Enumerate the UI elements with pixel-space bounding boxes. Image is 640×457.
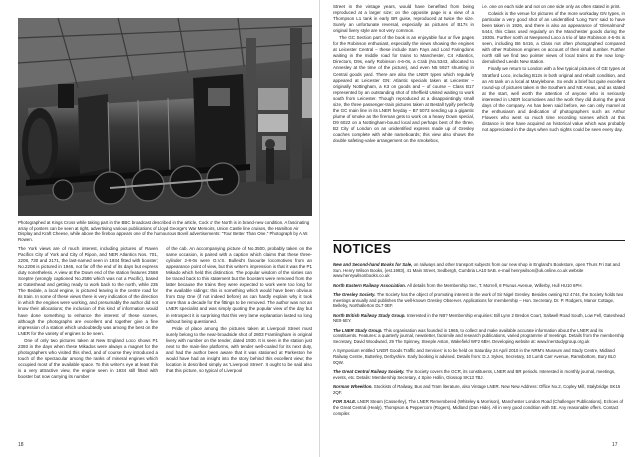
notice-item: FOR SALE. LNER Steam (Casserley), The LNER Remembered (Whiteley & Morrison), Manchester London Road (Challenger Publications), Echoes of the Great Central (Healy), Thompson & Peppercorn (Rogers), Midland (Dan Hide). All in very good condition with SE. Any reasonable offers. Contact compiler. (333, 399, 624, 416)
right-page-column-1 (333, 4, 474, 145)
page-number-right: 17 (612, 442, 618, 448)
paragraph: Finally we return to London with a few typical pictures of GE types at Stratford Loco, including B12s in both original and rebuilt condition, and an A5 tank on a local at Marylebone. So ends a brief but quite excellent round-up of pictures taken in the Southern and NE Areas, and as stated at the start, well worth the attention of anyone who is seriously interested in LNER locomotives and the work they did during the great days of the company. As has been said before, we can only marvel at the enthusiasm and dedication of photographers such as Arthur Flowers who went so much time recording scenes which at this distance in time have acquired an historical value which was probably not appreciated in the days when such sights could be seen every day. (482, 66, 625, 132)
right-page-column-2 (482, 4, 625, 134)
notices-divider (333, 240, 625, 241)
left-page-column-1 (18, 246, 158, 381)
paragraph: The York views are of much interest, including pictures of Raven Pacifics City of York and City of Ripon, and NER Atlantics Nos. 701, 2208, 730 and 2171, the last-named seen in 1934 fitted with booster; No.2208 is pictured in 1946, not far off the end of its days but express duty nonetheless. A view at the Down end of the station features 2568 Sceptre (wrongly captioned No.2586 which was not a Pacific), based at Gateshead and getting ready to work back to the north, while 235 The Bedale, a local engine, is pictured leaving in the centre road for its train. In some of these views there is very indication of the direction in which the engines were working, and presumably the author did not know their allocations; the inclusion of this kind of information would have done something to enhance the interest of these scenes, although the photographs are excellent and together give a fine impression of a station which undoubtedly was among the best on the LNER for the variety of engines to be seen. (18, 246, 158, 336)
notice-item: A Symposium entitled 'LNER Goods Traffic and Services' is to be held on Saturday 24 April 2010 in the NRM's Museum and Study Centre, Midland Railway Centre, Butterley, Derbyshire. Early booking is advised. Details from: D.J. Sykes, Secretary, 10 Lumb Carr Avenue, Ramsbottom, Bury BL0 0QW. (333, 348, 616, 365)
paragraph: Pride of place among the pictures taken at Liverpool Street must surely belong to the near-broadside shot of 2803 Framlingham in original livery with number on the tender, dated 1930. It is seen in the station just next to the main-line platforms, with tender well-coaled for its next duty, and had the author been aware that it was stationed at Parkeston he would have had an insight into the story behind this excellent view; the location is described simply as 'Liverpool Street'. It ought to be said also that this picture, so typical of Liverpool (166, 325, 312, 373)
notice-item: The Gresley Society. The Society has the object of promoting interest in the work of Sir Nigel Gresley. Besides owning N2 4744, the Society holds two meetings annually and publishes the well-known Gresley Observer. Applications for membership – Hon. Secretary, Dr. P. Rodgers, Manor Cottage, Belleby, Northallerton DL7 0EF. (333, 292, 624, 309)
notices-heading: NOTICES (333, 242, 392, 256)
photo-caption: Photographed at Kings Cross while taking part in the BBC broadcast described in the article, Cock o' the North is in brand-new condition. A fascinating array of posters can be seen at right, advertising various publications of Lloyd George's War Memoirs, Union Castle line cruises, the Hamilton Air Display and Kraft Cheese, while above the firebox appears one of the humourous Bovril advertisements: "Tour Better Than One." Photograph by A.W. Rowen. (18, 220, 310, 242)
paragraph: Street in the vintage years, would have benefited from being reproduced at a larger size; on the opposite page is a view of a Thompson L1 tank in early BR guise, reproduced at twice the size. Surely an unfortunate reversal, especially as pictures of B17s in original livery style are not very common. (333, 4, 474, 34)
paragraph: of the cab. An accompanying picture of No.3500, probably taken on the same occasion, is paired with a caption which claims that these three-cylinder 2-8-0s were O.V.S. Bulleid's favourite locomotives from an appearance point of view, but this writer's impression is that it was the P1 Mikado which held this distinction. The popular wisdom of the sixties can be traced back to this statement but the boosters were removed from the latter because the trains they were expected to work were too long for the available sidings: this is something which would have been obvious from Day One (if not indeed before) as can hardly explain why it took more than a decade for the fittings to be removed. The author was not an LNER specialist and was simply quoting the popular view of the day but in retrospect it is surprising that this very lame explanation lasted so long without being questioned. (166, 246, 312, 324)
notice-item: North British Railway Study Group. Interested in the NB? Membership enquiries: Bill Lynn 2 Bredon Court, Saltwell Road South, Low Fell, Gateshead NE9 6EY. (333, 312, 625, 324)
paragraph: i.e. one on each side and not on one side only as often stated in print. (482, 4, 621, 9)
notice-item: New and Second-hand Books for Sale, on railways and other transport subjects from our new shop in England's Bookstore, open Thurs Fri Sat and Sun. Henry Wilson Books, (est.1983), 41 Main Street, Sedbergh, Cumbria LA10 5AB. e-mail henrywilson@uk.online.co.uk website www.henrywilsonbooks.co.uk (333, 262, 620, 279)
notice-item: The LNER Study Group. This organisation was founded in 1965, to collect and make available accurate information about the LNER and its constituents. Features: a quarterly journal, newsletter, facsimile and research publications, varied programme of meetings. Details from the membership Secretary, David Woodward, 29 The Spinney, Steeple Aston, Wakefield WF2 6BH. Developing website at: www.lnerstudygroup.org.uk (333, 327, 625, 345)
paragraph: One of only two pictures taken at New England Loco shows P1 2393 in the days when these Mikados were always a magnet for the photographers who visited this shed, and of course they introduced a touch of the spectacular among the ranks of mineral engines which occupied most of the available space. To this writer's eye at least this is a very attractive view, the engine seen in 1934 still fitted with booster but now carrying its number (18, 337, 158, 379)
notice-item: North Eastern Railway Association. All details from the Membership Sec, T. Morrell, 8 Prunus Avenue, Willerby, Hull HU10 6PH. (333, 282, 583, 288)
notice-item: The Great Central Railway Society. The Society covers the GCR, its constituents, LNER and BR periods. Interested in monthly journal, meetings, events, etc. Details: Membership Secretary, 4 Spire Hollin, Glossop SK13 7BJ. (333, 369, 616, 380)
notices-list (333, 262, 625, 420)
left-page-column-2 (166, 246, 312, 375)
paragraph: The GC Section part of the book is an enjoyable four or five pages for the Robinson enthusiast, especially the views showing the engines at Leicester Central – these include Sam Fays and Lord Faringdons waiting in the middle road for trains to Manchester, C4 Atlantics, Directors, D9s, early Robinson 4-6-0s, a Crab (No.5343, allocated to Annesley at the time of the picture), and even N5 5927 shunting in Central goods yard. There are also the LNER types which regularly appeared at Leicester GN: Atlantic specials taken at Leicester – originally Nottingham, a K3 on goods and – of course – Class B17 represented by an outstanding shot of Sheffield United waiting to work south from Leicester. Though reproduced at a disappointingly small size, the three passenger-train pictures taken at Bestall typify perfectly the GC main line in its LNER heyday – B7 5073 sending up a gigantic plume of smoke as the fireman gets to work on a heavy Down special, D9 6022 on a Nottingham-bound local and perhaps best of the three, B2 City of London on an unidentified express made up of Gresley coaches complete with white nameboards; this view also shows the double safeting-valve arrangement on the smokebox, (333, 35, 474, 144)
locomotive-photo-graphic (18, 18, 312, 216)
locomotive-photo (18, 18, 312, 216)
notice-item: Norman Wheeldon. Stockists of Railway, Bus and Tram literature, also Vintage LNER. New New Address: Office No.2, Copley Mill, Stalybridge SK15 2QF. (333, 384, 621, 395)
paragraph: Colwick is the venue for pictures of the more workaday GN types, in particular a very good shot of an unidentified 'Long Tom' said to have been taken in 1926, and there is also an appearance of 'Glenalmond' 5444, this Class used regularly on the Manchester goods during the 1930s. Further north at Neepsend Loco a trio of late Robinson 4-6-0s is seen, including B6 5416, a Class not often photographed compared with other Robinson engines on account of their small number. Further north still we find two pointer views of local trains at the now long-demolished Leeds New station. (482, 11, 625, 65)
page-number-left: 18 (18, 442, 24, 448)
